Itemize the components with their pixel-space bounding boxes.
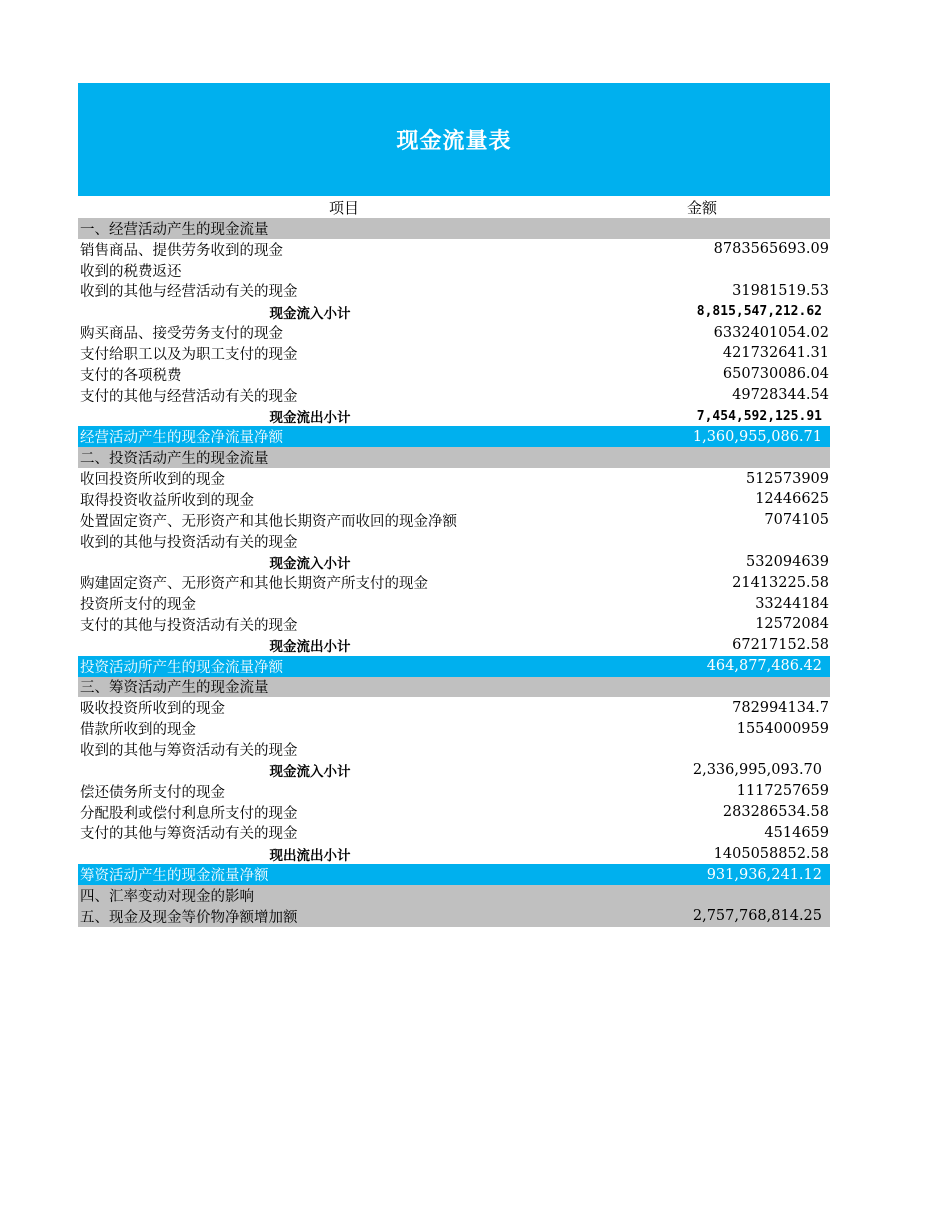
row-amount: 532094639 (745, 553, 829, 570)
row-label: 支付的其他与经营活动有关的现金 (80, 388, 298, 405)
column-header (78, 196, 830, 218)
column-header-item: 项目 (328, 198, 359, 217)
table-row (78, 364, 830, 385)
row-amount: 31981519.53 (732, 282, 829, 299)
row-label: 支付给职工以及为职工支付的现金 (80, 346, 298, 363)
table-row (78, 739, 830, 760)
table-row (78, 322, 830, 343)
row-label: 现金流入小计 (269, 764, 351, 781)
row-amount: 7,454,592,125.91 (696, 408, 822, 424)
row-amount: 1117257659 (736, 783, 829, 800)
row-label: 收到的税费返还 (80, 263, 182, 280)
section-row (78, 447, 830, 468)
row-amount: 6332401054.02 (713, 324, 829, 341)
row-label: 现出流出小计 (269, 847, 351, 864)
section-row (78, 885, 830, 906)
row-amount: 49728344.54 (732, 387, 829, 404)
row-label: 四、汇率变动对现金的影响 (80, 888, 254, 905)
table-row (78, 531, 830, 552)
title-band (78, 83, 830, 196)
row-label: 支付的其他与筹资活动有关的现金 (80, 826, 298, 843)
row-amount: 421732641.31 (722, 345, 829, 362)
subtotal-row (78, 301, 830, 322)
row-label: 支付的各项税费 (80, 367, 182, 384)
row-label: 收到的其他与筹资活动有关的现金 (80, 743, 298, 760)
row-label: 吸收投资所收到的现金 (80, 701, 225, 718)
subtotal-row (78, 635, 830, 656)
net-flow-row (78, 864, 830, 885)
row-amount: 931,936,241.12 (706, 866, 822, 883)
row-amount: 512573909 (745, 470, 829, 487)
row-amount: 67217152.58 (732, 637, 829, 654)
row-label: 现金流出小计 (269, 639, 351, 656)
row-label: 借款所收到的现金 (80, 722, 196, 739)
row-amount: 650730086.04 (722, 366, 829, 383)
net-flow-row (78, 426, 830, 447)
row-label: 偿还债务所支付的现金 (80, 784, 225, 801)
row-amount: 12446625 (755, 491, 829, 508)
subtotal-row (78, 406, 830, 427)
row-label: 经营活动产生的现金净流量净额 (80, 430, 283, 447)
row-label: 投资所支付的现金 (80, 597, 196, 614)
table-row (78, 802, 830, 823)
row-label: 现金流入小计 (269, 555, 351, 572)
section-row (78, 677, 830, 698)
table-row (78, 385, 830, 406)
row-label: 销售商品、提供劳务收到的现金 (80, 242, 283, 259)
subtotal-row (78, 760, 830, 781)
row-label: 购建固定资产、无形资产和其他长期资产所支付的现金 (80, 576, 428, 593)
row-label: 取得投资收益所收到的现金 (80, 492, 254, 509)
row-amount: 782994134.7 (732, 699, 829, 716)
row-label: 收回投资所收到的现金 (80, 472, 225, 489)
section-row (78, 218, 830, 239)
table-row (78, 343, 830, 364)
row-label: 投资活动所产生的现金流量净额 (80, 659, 283, 676)
row-amount: 8783565693.09 (713, 241, 829, 258)
row-label: 现金流出小计 (269, 410, 351, 427)
table-row (78, 489, 830, 510)
row-amount: 1405058852.58 (713, 845, 829, 862)
row-amount: 7074105 (764, 512, 829, 529)
row-amount: 33244184 (755, 595, 829, 612)
table-row (78, 593, 830, 614)
table-row (78, 572, 830, 593)
row-amount: 1,360,955,086.71 (692, 428, 822, 445)
page-title: 现金流量表 (396, 129, 512, 154)
row-label: 支付的其他与投资活动有关的现金 (80, 617, 298, 634)
column-header-amount: 金额 (686, 198, 717, 217)
table-row (78, 510, 830, 531)
cash-flow-sheet (78, 83, 830, 927)
row-amount: 464,877,486.42 (706, 658, 822, 675)
subtotal-row (78, 552, 830, 573)
row-label: 收到的其他与投资活动有关的现金 (80, 534, 298, 551)
row-amount: 8,815,547,212.62 (696, 304, 822, 320)
row-label: 处置固定资产、无形资产和其他长期资产而收回的现金净额 (80, 513, 457, 530)
table-row (78, 281, 830, 302)
row-label: 三、筹资活动产生的现金流量 (80, 680, 269, 697)
row-amount: 283286534.58 (722, 804, 829, 821)
row-label: 分配股利或偿付利息所支付的现金 (80, 805, 298, 822)
row-amount: 2,336,995,093.70 (692, 762, 822, 779)
row-amount: 21413225.58 (732, 574, 829, 591)
table-row (78, 781, 830, 802)
total-row (78, 906, 830, 927)
subtotal-row (78, 843, 830, 864)
row-label: 二、投资活动产生的现金流量 (80, 451, 269, 468)
row-label: 现金流入小计 (269, 305, 351, 322)
row-label: 收到的其他与经营活动有关的现金 (80, 284, 298, 301)
row-amount: 1554000959 (736, 720, 829, 737)
row-label: 购买商品、接受劳务支付的现金 (80, 326, 283, 343)
row-label: 一、经营活动产生的现金流量 (80, 221, 269, 238)
row-label: 五、现金及现金等价物净额增加额 (80, 909, 298, 926)
row-amount: 12572084 (755, 616, 829, 633)
table-row (78, 822, 830, 843)
table-row (78, 718, 830, 739)
row-amount: 4514659 (764, 824, 829, 841)
table-row (78, 468, 830, 489)
table-row (78, 239, 830, 260)
net-flow-row (78, 656, 830, 677)
row-label: 筹资活动产生的现金流量净额 (80, 868, 269, 885)
row-amount: 2,757,768,814.25 (692, 908, 822, 925)
table-row (78, 614, 830, 635)
table-row (78, 260, 830, 281)
table-row (78, 697, 830, 718)
